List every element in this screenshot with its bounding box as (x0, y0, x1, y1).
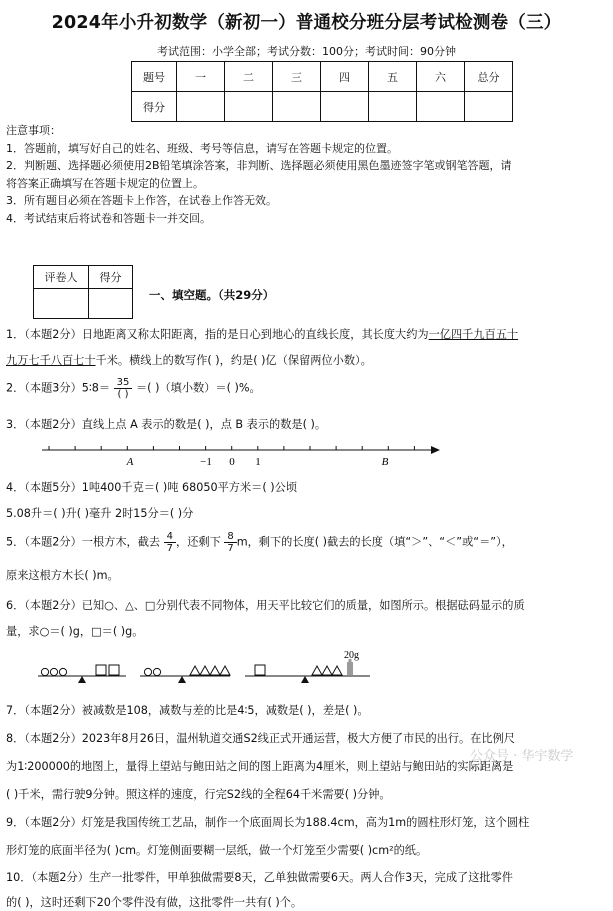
q5-fraction-1 (164, 531, 176, 554)
note-item: 1．答题前，填写好自己的姓名、班级、考号等信息，请写在答题卡规定的位置。 (6, 141, 398, 155)
score-header-cell: 题号 (132, 62, 177, 92)
question-4-line-1: 4．（本题5分）1吨400千克＝( )吨 68050平方米＝( )公顷 (6, 481, 298, 494)
score-cell (417, 92, 465, 122)
q5-text-2: ，还剩下 (176, 535, 221, 549)
score-header-cell: 总分 (465, 62, 513, 92)
balance-scales-figure (30, 648, 390, 688)
circle-object (41, 668, 48, 675)
page-title: 2024年小升初数学（新初一）普通校分班分层考试检测卷（三） (51, 13, 562, 33)
triangle-object (200, 666, 210, 675)
q2-numerator: 35 (114, 377, 133, 389)
question-1-line-1 (6, 326, 518, 342)
balance-scale-2 (140, 666, 230, 683)
grader-cell (34, 289, 89, 319)
note-item: 3．所有题目必须在答题卡上作答，在试卷上作答无效。 (6, 194, 277, 207)
tick-zero-label: 0 (229, 456, 235, 468)
question-8-line-3: ( )千米，需行驶9分钟。照这样的速度，行完S2线的全程64千米需要( )分钟。 (6, 788, 391, 801)
grader-score-cell (89, 289, 133, 319)
q5-text: 5．（本题2分）一根方木，截去 (6, 535, 161, 549)
score-cell (273, 92, 321, 122)
scale-fulcrum (178, 676, 186, 683)
q1-text-cont: 千米。横线上的数写作( )，约是( )亿（保留两位小数）。 (95, 354, 372, 367)
grader-table (33, 265, 133, 319)
q5-fraction-2-denominator: 7 (227, 543, 234, 554)
score-header-row (132, 62, 513, 92)
scale-fulcrum (301, 676, 309, 683)
question-9-line-2: 形灯笼的底面半径为( )cm。灯笼侧面要糊一层纸，做一个灯笼至少需要( )cm²的纸。 (6, 844, 428, 857)
grader-label: 评卷人 (34, 266, 89, 289)
triangle-object (210, 666, 220, 675)
scale-fulcrum (78, 676, 86, 683)
score-cell (369, 92, 417, 122)
question-2 (6, 377, 261, 400)
question-10-line-1: 10．（本题2分）生产一批零件，甲单独做需要8天，乙单独做需要6天。两人合作3天，完成了这批零件 (6, 871, 513, 884)
question-7: 7．（本题2分）被减数是108，减数与差的比是4∶5，减数是( )，差是( )。 (6, 704, 369, 717)
weight-icon (347, 662, 353, 675)
score-header-cell: 二 (225, 62, 273, 92)
q2-denominator: ( ) (117, 389, 129, 400)
watermark: 公众号 · 华宇数学 (470, 749, 574, 764)
q5-fraction-1-denominator: 7 (166, 543, 174, 554)
question-8-line-1: 8．（本题2分）2023年8月26日，温州轨道交通S2线正式开通运营，极大方便了市民的出行。在比例尺 (6, 732, 515, 745)
question-4-line-2: 5.08升＝( )升( )毫升 2时15分＝( )分 (6, 507, 194, 520)
question-6-line-2: 量，求○＝( )g，□＝( )g。 (6, 625, 144, 638)
score-cell (225, 92, 273, 122)
triangle-object (312, 666, 322, 675)
tick-minus-one-label: −1 (200, 456, 212, 468)
score-header-cell: 一 (177, 62, 225, 92)
circle-object (59, 668, 66, 675)
note-item: 4．考试结束后将试卷和答题卡一并交回。 (6, 211, 211, 225)
question-10-line-2: 的( )，这时还剩下20个零件没有做，这批零件一共有( )个。 (6, 896, 303, 909)
triangle-object (332, 666, 342, 675)
circle-object (50, 668, 57, 675)
notes-section (6, 122, 512, 227)
question-9-line-1: 9．（本题2分）灯笼是我国传统工艺品，制作一个底面周长为188.4cm，高为1m的圆柱形灯笼，这个圆柱 (6, 816, 530, 829)
number-line (40, 440, 442, 472)
q2-fraction (114, 377, 133, 400)
tick-one-label: 1 (255, 456, 261, 468)
score-header-cell: 四 (321, 62, 369, 92)
question-5-line-1 (6, 531, 513, 554)
note-item: 将答案正确填写在答题卡规定的位置上。 (6, 176, 204, 190)
score-cell (321, 92, 369, 122)
q5-fraction-2-numerator: 8 (224, 531, 236, 543)
question-1-line-2 (6, 352, 372, 368)
section-title: 一、填空题。（共29分） (149, 288, 275, 302)
weight-label: 20g (344, 650, 359, 661)
balance-scale-1 (38, 665, 126, 683)
score-header-cell: 五 (369, 62, 417, 92)
question-5-line-2: 原来这根方木长( )m。 (6, 569, 119, 582)
square-object (96, 665, 106, 675)
number-line-arrow (431, 446, 440, 454)
score-cell (465, 92, 513, 122)
q5-text-3: m，剩下的长度( )截去的长度（填“＞”、“＜”或“＝”）， (236, 535, 513, 549)
q2-text: 2．（本题3分）5∶8＝ (6, 381, 111, 395)
question-8-line-2: 为1∶200000的地图上，量得上望站与鲍田站之间的图上距离为4厘米，则上望站与鲍田站的实际距离是 (6, 760, 514, 773)
score-cell (177, 92, 225, 122)
exam-info: 考试范围：小学全部；考试分数：100分；考试时间：90分钟 (157, 45, 456, 58)
score-row (132, 92, 513, 122)
note-item: 2．判断题、选择题必须使用2B铅笔填涂答案，非判断、选择题必须使用黑色墨迹签字笔或钢笔答题，请 (6, 159, 512, 172)
question-6-line-1: 6．（本题2分）已知○、△、□分别代表不同物体，用天平比较它们的质量，如图所示。根据砝码显示的质 (6, 599, 525, 612)
point-b-label: B (381, 456, 389, 468)
q5-fraction-2 (224, 531, 236, 554)
balance-scale-3 (245, 650, 370, 683)
square-object (109, 665, 119, 675)
score-table (131, 61, 513, 122)
q1-underlined-number: 一亿四千九百五十 (428, 328, 519, 341)
point-a-label: A (126, 456, 134, 468)
question-3: 3．（本题2分）直线上点 A 表示的数是( )，点 B 表示的数是( )。 (6, 418, 327, 431)
score-header-cell: 六 (417, 62, 465, 92)
grader-score-label: 得分 (89, 266, 133, 289)
q2-text-end: ＝( )（填小数）＝( )%。 (135, 381, 261, 395)
triangle-object (190, 666, 200, 675)
circle-object (153, 668, 160, 675)
notes-title: 注意事项： (6, 124, 61, 137)
score-label: 得分 (132, 92, 177, 122)
q1-underlined-number-cont: 九万七千八百七十 (6, 354, 96, 367)
triangle-object (322, 666, 332, 675)
circle-object (144, 668, 151, 675)
q5-fraction-1-numerator: 4 (164, 531, 176, 543)
score-header-cell: 三 (273, 62, 321, 92)
q1-text: 1．（本题2分）日地距离又称太阳距离，指的是日心到地心的直线长度，其长度大约为 (6, 328, 429, 341)
square-object (255, 665, 265, 675)
triangle-object (220, 666, 230, 675)
